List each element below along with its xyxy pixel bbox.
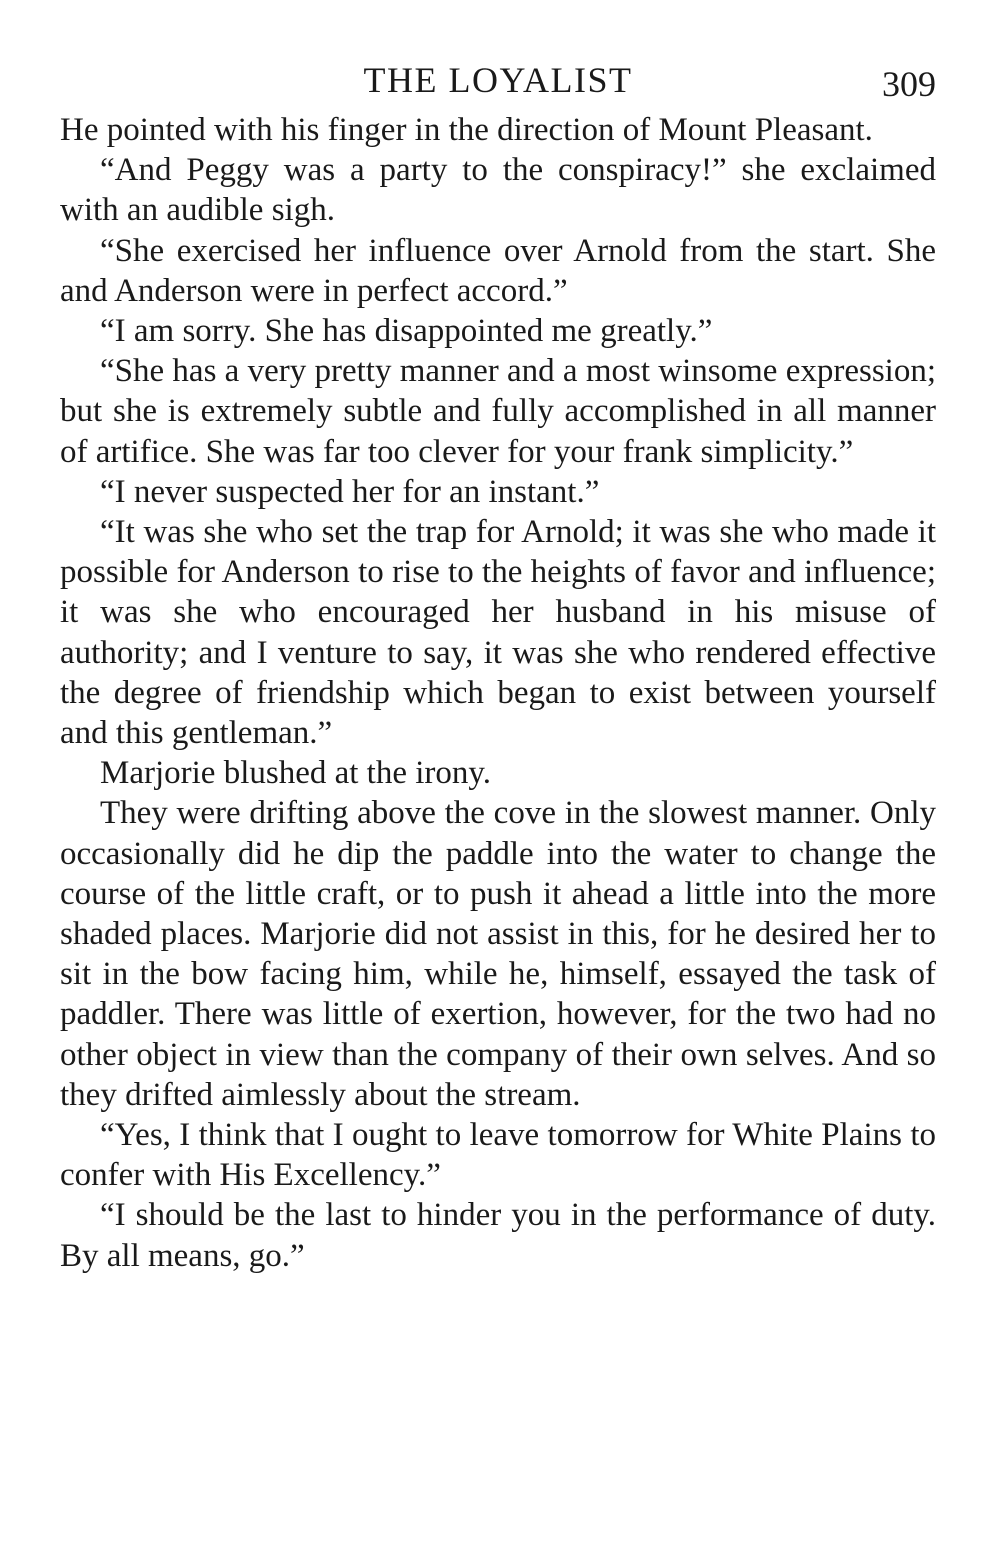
paragraph: “I am sorry. She has disappointed me greatly.” <box>100 313 713 350</box>
paragraph: “Yes, I think that I ought to leave tomorrow for White Plains to confer with His Excellency.” <box>60 1117 936 1194</box>
book-page <box>60 56 936 1276</box>
paragraph: They were drifting above the cove in the slowest manner. Only occasionally did he dip the paddle into the water to change the course of the little craft, or to push it ahead a little into the more shaded places. Marjorie did not assist in this, for he desired her to sit in the bow facing him, while he, himself, essayed the task of paddler. There was little of exertion, however, for the two had no other object in view than the company of their own selves. And so they drifted aimlessly about the stream. <box>60 795 936 1113</box>
paragraph: Marjorie blushed at the irony. <box>100 755 492 792</box>
paragraph: “It was she who set the trap for Arnold; it was she who made it possible for Anderson to rise to the heights of favor and influence; it was she who encouraged her husband in his misuse of authority; and I venture to say, it was she who rendered effective the degree of friendship which began to exist between yourself and this gentleman.” <box>60 514 936 752</box>
running-title: THE LOYALIST <box>363 60 633 100</box>
paragraph: He pointed with his finger in the direction of Mount Pleasant. <box>60 112 873 148</box>
paragraph: “She exercised her influence over Arnold from the start. She and Anderson were in perfect accord.” <box>60 232 936 309</box>
page-number: 309 <box>882 64 936 104</box>
page-header <box>60 56 936 108</box>
body-text <box>60 110 936 1276</box>
paragraph: “I never suspected her for an instant.” <box>100 473 600 510</box>
paragraph: “I should be the last to hinder you in the performance of duty. By all means, go.” <box>60 1197 936 1274</box>
paragraph: “And Peggy was a party to the conspiracy!” she exclaimed with an audible sigh. <box>60 152 936 229</box>
paragraph: “She has a very pretty manner and a most winsome expression; but she is extremely subtle and fully accomplished in all manner of artifice. She was far too clever for your frank simplicity.” <box>60 353 936 470</box>
